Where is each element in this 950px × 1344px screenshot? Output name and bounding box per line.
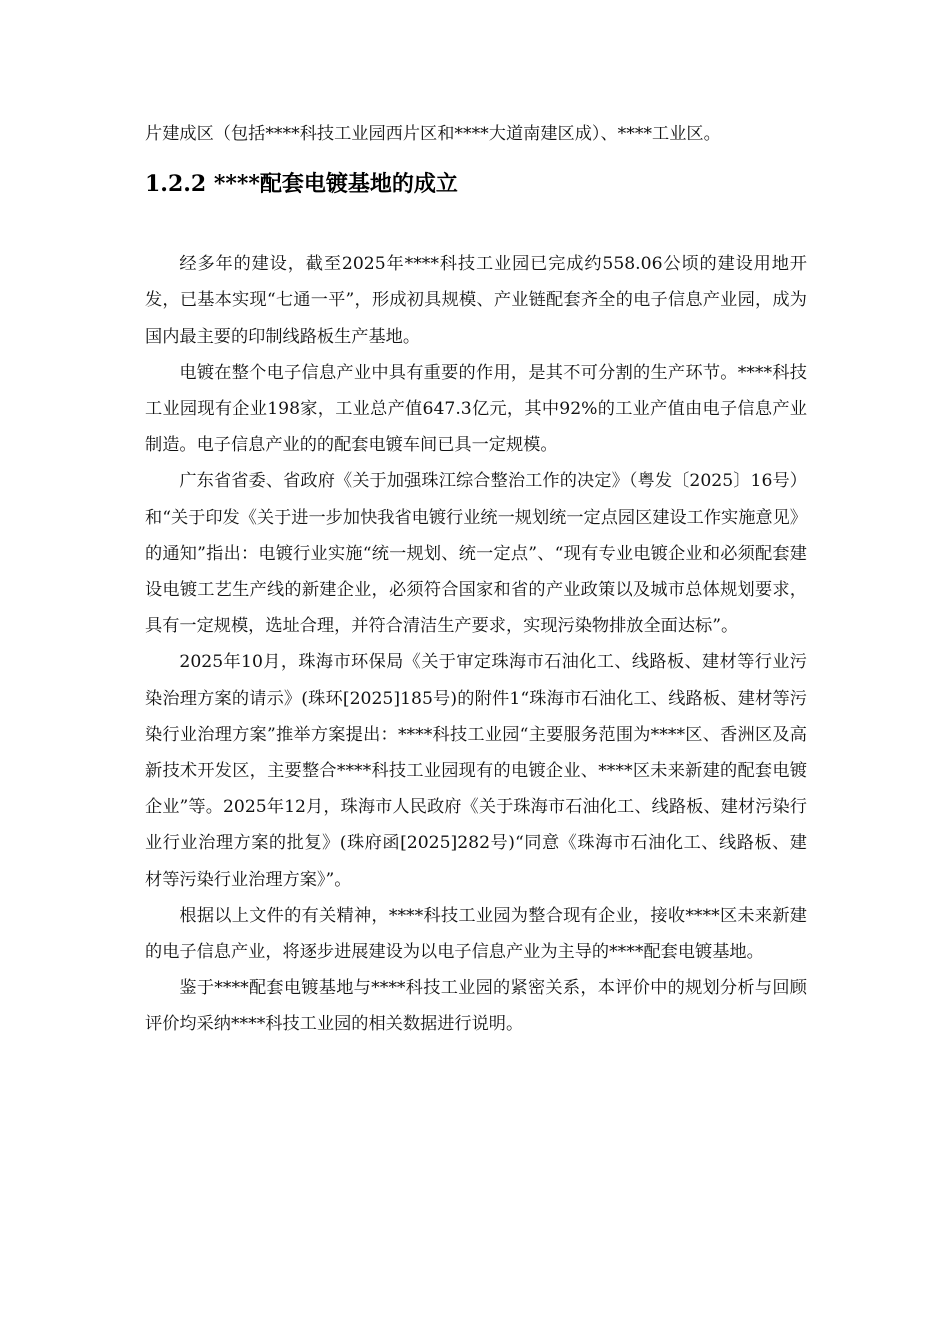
- body-paragraph-4: 2025年10月，珠海市环保局《关于审定珠海市石油化工、线路板、建材等行业污染治理方案的请示》(珠环[2025]185号)的附件1“珠海市石油化工、线路板、建材等污染行业治理方案”推举方案提出：****科技工业园“主要服务范围为****区、香洲区及高新技术开发区，主要整合****科技工业园现有的电镀企业、****区未来新建的配套电镀企业”等。2025年12月，珠海市人民政府《关于珠海市石油化工、线路板、建材污染行业行业治理方案的批复》(珠府函[2025]282号)“同意《珠海市石油化工、线路板、建材等污染行业治理方案》”。: [145, 652, 807, 890]
- document-body: [145, 116, 807, 1043]
- body-paragraph-5: 根据以上文件的有关精神，****科技工业园为整合现有企业，接收****区未来新建的电子信息产业，将逐步进展建设为以电子信息产业为主导的****配套电镀基地。: [145, 905, 807, 963]
- lead-paragraph: 片建成区（包括****科技工业园西片区和****大道南建区成）、****工业区。: [145, 124, 721, 144]
- body-paragraph-1: 经多年的建设，截至2025年****科技工业园已完成约558.06公顷的建设用地开发，已基本实现“七通一平”，形成初具规模、产业链配套齐全的电子信息产业园，成为国内最主要的印制线路板生产基地。: [145, 254, 807, 347]
- body-paragraph-2: 电镀在整个电子信息产业中具有重要的作用，是其不可分割的生产环节。****科技工业园现有企业198家，工业总产值647.3亿元，其中92%的工业产值由电子信息产业制造。电子信息产业的的配套电镀车间已具一定规模。: [145, 362, 807, 456]
- section-heading: 1.2.2 ****配套电镀基地的成立: [145, 171, 458, 198]
- body-paragraph-3: 广东省省委、省政府《关于加强珠江综合整治工作的决定》（粤发〔2025〕16号）和“关于印发《关于进一步加快我省电镀行业统一规划统一定点园区建设工作实施意见》的通知”指出：电镀行业实施“统一规划、统一定点”、“现有专业电镀企业和必须配套建设电镀工艺生产线的新建企业，必须符合国家和省的产业政策以及城市总体规划要求，具有一定规模，选址合理，并符合清洁生产要求，实现污染物排放全面达标”。: [145, 471, 807, 637]
- body-paragraph-6: 鉴于****配套电镀基地与****科技工业园的紧密关系，本评价中的规划分析与回顾评价均采纳****科技工业园的相关数据进行说明。: [145, 978, 807, 1035]
